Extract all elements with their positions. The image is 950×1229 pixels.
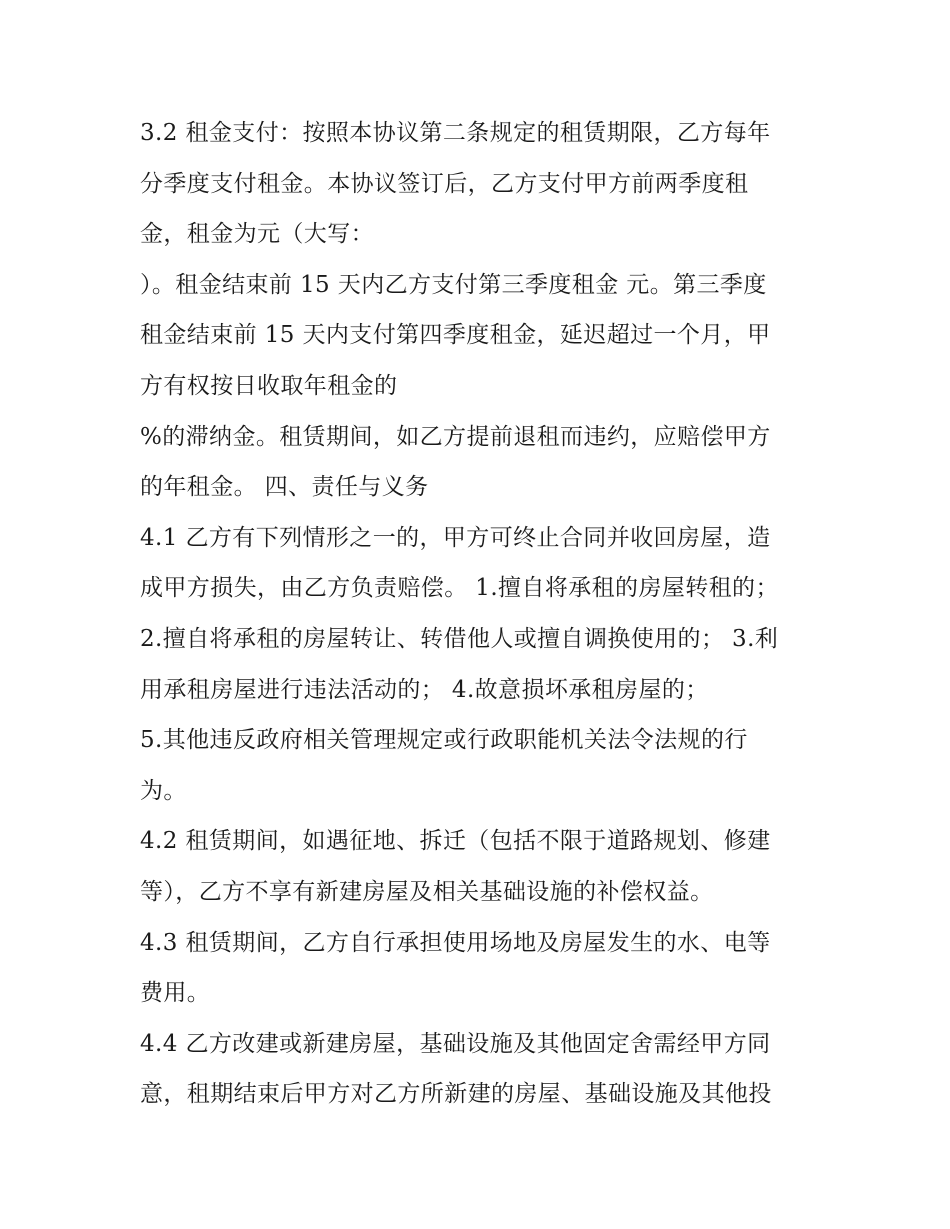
text-line: 4.1 乙方有下列情形之一的，甲方可终止合同并收回房屋，造 (140, 524, 771, 551)
text-line: 3.2 租金支付：按照本协议第二条规定的租赁期限，乙方每年 (140, 120, 771, 146)
text-line: 意，租期结束后甲方对乙方所新建的房屋、基础设施及其他投 (140, 1081, 772, 1108)
text-line: ）。租金结束前 15 天内乙方支付第三季度租金 元。第三季度 (140, 271, 767, 298)
text-line: 4.2 租赁期间，如遇征地、拆迁（包括不限于道路规划、修建 (140, 828, 771, 855)
text-line: 的年租金。 四、责任与义务 (140, 474, 429, 501)
text-line: 成甲方损失，由乙方负责赔偿。 1.擅自将承租的房屋转租的； (140, 575, 779, 602)
text-line: 等），乙方不享有新建房屋及相关基础设施的补偿权益。 (140, 878, 714, 905)
text-line: 2.擅自将承租的房屋转让、转借他人或擅自调换使用的； 3.利 (140, 625, 779, 652)
text-line: 分季度支付租金。本协议签订后，乙方支付甲方前两季度租 (140, 170, 749, 197)
text-line: 租金结束前 15 天内支付第四季度租金，延迟超过一个月，甲 (140, 322, 771, 349)
text-line: 方有权按日收取年租金的 (140, 372, 398, 399)
text-line: 金，租金为元（大写： (140, 221, 374, 248)
text-line: 4.3 租赁期间，乙方自行承担使用场地及房屋发生的水、电等 (140, 929, 771, 956)
text-line: 5.其他违反政府相关管理规定或行政职能机关法令法规的行 (140, 727, 748, 754)
text-line: 为。 (140, 777, 187, 804)
text-line: %的滞纳金。租赁期间，如乙方提前退租而违约，应赔偿甲方 (140, 423, 771, 450)
text-line: 用承租房屋进行违法活动的； 4.故意损坏承租房屋的； (140, 676, 709, 703)
text-line: 4.4 乙方改建或新建房屋，基础设施及其他固定舍需经甲方同 (140, 1030, 771, 1057)
document-body (140, 108, 820, 1120)
text-line: 费用。 (140, 980, 211, 1007)
